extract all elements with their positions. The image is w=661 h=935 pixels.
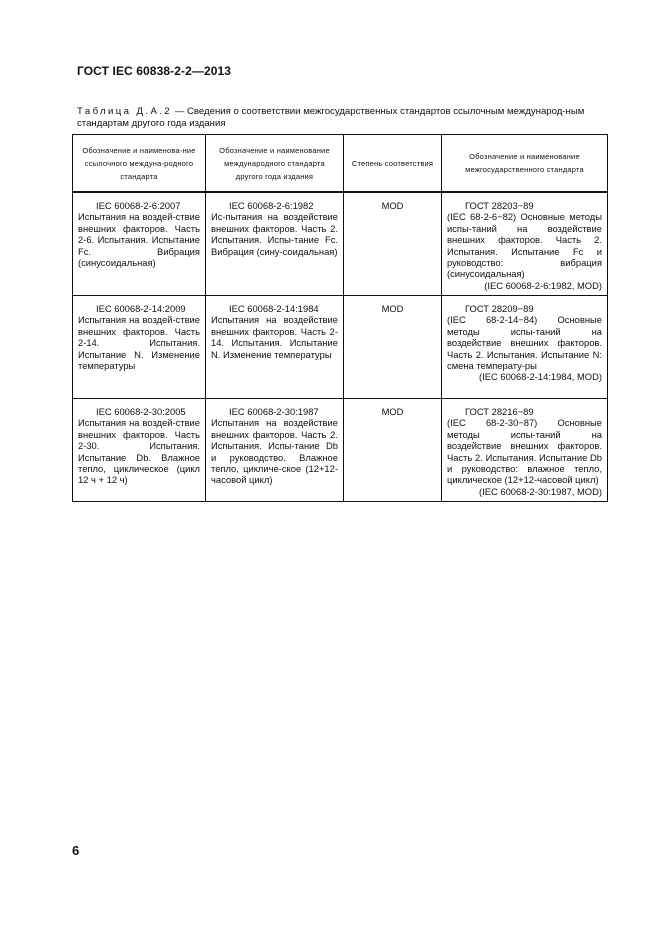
reference-standard-code: IEC 60068-2-30:2005 [96,406,186,417]
international-standard-cell [206,399,344,502]
interstate-standard-reference: (IEC 60068-2-30:1987, MOD) [479,485,602,497]
international-standard-title: Испытания на воздействие внешних факторов. Часть 2. Испытания. Испы-тание Db и руководство. Влажное тепло, цикличе-ское (12+12-часовой цикл) [211,417,338,486]
degree-cell: MOD [344,192,442,296]
interstate-standard-reference: (IEC 60068-2-6:1982, MOD) [484,279,602,291]
interstate-standard-title: (IEC 68-2-14−84) Основные методы испы-таний на воздействие внешних факторов. Часть 2. Испытания. Испытание N: смена температу-ры [447,314,602,372]
reference-standard-cell [73,296,206,399]
column-header-international-standard: Обозначение и наименование международного стандарта другого года издания [206,135,344,193]
interstate-standard-cell [442,399,608,502]
table-row [73,192,608,296]
reference-standard-code: IEC 60068-2-6:2007 [96,200,181,211]
column-header-interstate-standard: Обозначение и наименование межгосударственного стандарта [442,135,608,193]
international-standard-code: IEC 60068-2-30:1987 [229,406,319,417]
reference-standard-title: Испытания на воздей-ствие внешних факторов. Часть 2-14. Испытания. Испытание N. Изменение температуры [78,314,200,372]
international-standard-title: Ис-пытания на воздействие внешних факторов. Часть 2. Испытания. Испы-тание Fc. Вибрация (сину-соидальная) [211,211,338,257]
degree-cell: MOD [344,399,442,502]
international-standard-code: IEC 60068-2-6:1982 [229,200,314,211]
international-standard-cell [206,296,344,399]
international-standard-title: Испытания на воздействие внешних факторов. Часть 2-14. Испытания. Испытание N. Изменение температуры [211,314,338,360]
reference-standard-code: IEC 60068-2-14:2009 [96,303,186,314]
table-caption-label: Таблица Д.А.2 [77,106,173,117]
reference-standard-title: Испытания на воздей-ствие внешних факторов. Часть 2-30. Испытания. Испытание Db. Влажное тепло, циклическое (цикл 12 ч + 12 ч) [78,417,200,486]
interstate-standard-reference: (IEC 60068-2-14:1984, MOD) [479,371,602,383]
reference-standard-cell [73,399,206,502]
table-header-row [73,135,608,193]
international-standard-cell [206,192,344,296]
interstate-standard-cell [442,296,608,399]
interstate-standard-code: ГОСТ 28216−89 [465,406,534,417]
table-caption-text: — Сведения о соответствии межгосударственных стандартов ссылочным международ-ным стандартам другого года издания [77,106,585,129]
table-row [73,296,608,399]
degree-cell: MOD [344,296,442,399]
document-code: ГОСТ IEC 60838-2-2—2013 [77,64,232,78]
reference-standard-cell [73,192,206,296]
interstate-standard-title: (IEC 68-2-30−87) Основные методы испы-таний на воздействие внешних факторов. Часть 2. Испытания. Испытание Db и руководство: влажное тепло, циклическое (12+12-часовой цикл) [447,417,602,486]
standards-table [72,134,608,502]
column-header-reference-standard: Обозначение и наименова-ние ссылочного междуна-родного стандарта [73,135,206,193]
table-caption [77,106,605,130]
interstate-standard-title: (IEC 68-2-6−82) Основные методы испы-таний на воздействие внешних факторов. Часть 2. Испытания. Испытание Fc и руководство: вибрация (синусоидальная) [447,211,602,280]
interstate-standard-code: ГОСТ 28203−89 [465,200,534,211]
table-row [73,399,608,502]
international-standard-code: IEC 60068-2-14:1984 [229,303,319,314]
column-header-degree: Степень соответствия [344,135,442,193]
reference-standard-title: Испытания на воздей-ствие внешних факторов. Часть 2-6. Испытания. Испытание Fc. Вибрация (синусоидальная) [78,211,200,269]
interstate-standard-cell [442,192,608,296]
interstate-standard-code: ГОСТ 28209−89 [465,303,534,314]
page-number: 6 [72,843,80,858]
